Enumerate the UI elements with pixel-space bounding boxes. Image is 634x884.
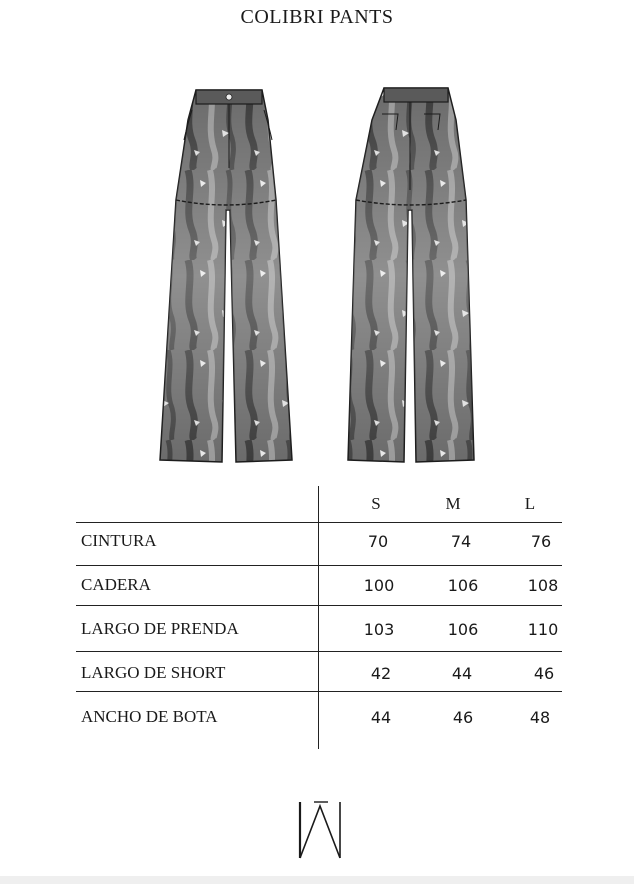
table-cell: 110	[527, 620, 559, 639]
table-cell: 106	[447, 620, 479, 639]
table-cell: 46	[452, 708, 474, 727]
row-label-largo-de-short: LARGO DE SHORT	[81, 663, 226, 682]
size-header-m: M	[445, 494, 461, 513]
table-cell: 76	[530, 532, 552, 551]
table-cell: 44	[451, 664, 473, 683]
table-cell: 46	[533, 664, 555, 683]
table-vertical-divider	[318, 486, 319, 749]
table-divider	[76, 691, 562, 692]
page-title: COLIBRI PANTS	[240, 6, 394, 28]
row-label-cadera: CADERA	[81, 575, 151, 594]
table-cell: 106	[447, 576, 479, 595]
row-label-largo-de-prenda: LARGO DE PRENDA	[81, 619, 239, 638]
table-cell: 100	[363, 576, 395, 595]
table-divider	[76, 605, 562, 606]
pants-back-view	[348, 88, 474, 462]
row-label-ancho-de-bota: ANCHO DE BOTA	[81, 707, 218, 726]
table-cell: 103	[363, 620, 395, 639]
table-divider	[76, 565, 562, 566]
bottom-bar	[0, 876, 634, 884]
row-label-cintura: CINTURA	[81, 531, 157, 550]
table-cell: 74	[450, 532, 472, 551]
pants-illustration	[0, 80, 634, 480]
table-divider	[76, 651, 562, 652]
table-cell: 70	[367, 532, 389, 551]
brand-monogram-icon	[290, 798, 350, 862]
size-header-s: S	[371, 494, 381, 513]
size-table	[0, 486, 634, 750]
table-cell: 42	[370, 664, 392, 683]
table-cell: 44	[370, 708, 392, 727]
table-cell: 48	[529, 708, 551, 727]
table-divider	[76, 522, 562, 523]
size-header-l: L	[524, 494, 536, 513]
table-cell: 108	[527, 576, 559, 595]
pants-front-view	[160, 90, 292, 462]
